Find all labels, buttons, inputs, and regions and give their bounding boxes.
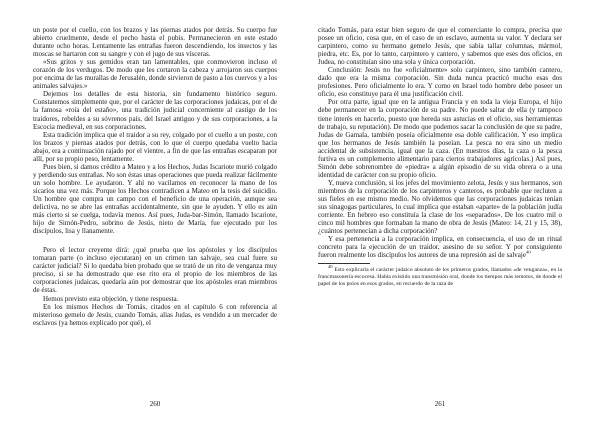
paragraph <box>318 66 562 98</box>
paragraph <box>33 131 277 163</box>
paragraph-text: Y, nueva conclusión, si los jefes del movimiento zelota, Jesús y sus hermanos, son miembros de la corporación de los carpinteros y canteros, es probable que recluten a sus fieles en ese mismo medio. No olvidemos que las corporaciones judaicas tenían sus sinagogas particulares, lo cual implica que estaban «aparte» de la población judía corriente. En hebreo eso constituía la clase de los «separados». De los cuatro mil o cinco mil hombres que formaban la mano de obra de Jesús (Mateo: 14, 21 y 15, 38), ¿cuántos pertenecían a dicha corporación? <box>318 178 562 236</box>
paragraph <box>318 98 562 178</box>
right-page-number: 261 <box>434 400 446 408</box>
paragraph <box>33 246 277 294</box>
paragraph-text: Dejemos los detalles de esta historia, sin fundamento histórico seguro. Constatemos simplemente que, por el carácter de las corporaciones judaicas, por el de la famosa «roía del estaño», una tradición judicial concerniente al castigo de los traidores, rebeldes a su sóvrenos país, del Israel antiguo y de sus corporaciones, a la Escocia medieval, en sus corporaciones. <box>33 90 277 131</box>
paragraph <box>33 90 277 130</box>
paragraph <box>318 26 562 66</box>
paragraph-text: Esta tradición implica que el traidor a su rey, colgado por el cuello a un poste, con los brazos y piernas atados por detrás, con lo que el cuerpo quedaba vuelto hacia abajo, era a continuación rajado por el vientre, a fin de que las entrañas escaparan por allí, por su propio peso, lentamente. <box>33 130 277 163</box>
paragraph <box>318 179 562 235</box>
paragraph-text: En los mismos Hechos de Tomás, citados en el capítulo 6 con referencia al misterioso gemelo de Jesús, cuando Tomás, alias Judas, es vendido a un mercader de esclavos (ya hemos explicado por qué), el <box>33 302 277 327</box>
paragraph-text: Pues bien, si damos crédito a Mateo y a los Hechos, Judas Iscariote murió colgado y perdiendo sus entrañas. No son éstas unas operaciones que pueda realizar fácilmente un solo hombre. Le ayudaron. Y ahí no vacilamos en reconocer la mano de los sicarios una vez más. Porque los Hechos contradicen a Mateo en la tesis del suicidio. Un hombre que compra un campo con el beneficio de una operación, aunque sea delictiva, no se abre las entrañas accidentalmente, sin que le ayuden. Y ello es aún más cierto si se cuelga, todavía menos. Así pues, Juda-bar-Simón, llamado Iscariote, hijo de Simón-Pedro, sobrino de Jesús, nieto de María, fue ejecutado por los discípulos, lisa y llanamente. <box>33 162 277 236</box>
paragraph <box>33 303 277 327</box>
paragraph-text: Pero el lector creyente dirá: ¿qué prueba que los apóstoles y los discípulos tomaran parte (o incluso ejecutaran) en un crimen tan salvaje, sea cual fuere su carácter judicial? Si lo quedaba bien probado que se trató de un rito de venganza muy preciso, si se ha demostrado que ese rito era el propio de los miembros de las corporaciones judaicas, quedaría aún por demostrar que los apóstoles eran miembros de éstas. <box>33 246 277 295</box>
left-page <box>33 26 277 327</box>
section-break <box>33 235 277 246</box>
paragraph-text: Conclusión: Jesús no fue «oficialmente» solo carpintero, sino también cantero, dado que era la misma corporación. Sin duda nunca practicó mucho esas dos profesiones. Pero oficialmente lo era. Y como en Israel todo hombre debe poseer un oficio, eso constituye para él una justificación civil. <box>318 66 562 99</box>
paragraph-text: Hemos previsto esta objeción, y tiene respuesta. <box>43 294 179 303</box>
paragraph-text: Y esa pertenencia a la corporación implica, en consecuencia, el uso de un ritual concreto para la ejecución de un traidor, asesino de su señor. Y por consiguiente fueron realmente los discípulos los autores de una represión así de salvaje <box>318 235 562 260</box>
paragraph-text: un poste por el cuello, con los brazos y las piernas atados por detrás. Su cuerpo fue abierto cruelmente, desde el pecho hasta el pubis. Permanecieron en este estado durante ocho horas. Lentamente las entrañas fueron descendiendo, los insectos y las moscas se hartaron con su sangre y con el jugo de sus vísceras. <box>33 26 277 59</box>
footnote <box>318 264 562 287</box>
paragraph <box>33 58 277 90</box>
paragraph-text: «Sus gritos y sus gemidos eran tan lamentables, que conmovieron incluso el corazón de los verdugos. De modo que les cortaron la cabeza y arrojaron sus cuerpos por encima de las murallas de Jerusalén, donde sirvieron de pasto a los cuervos y a los animales salvajes.» <box>33 58 277 91</box>
paragraph <box>33 163 277 235</box>
right-page <box>318 26 562 287</box>
footnote-text: Esto explicaría el carácter judaico absoluto de los primeros grados, llamados «de venganza», en la francmasonería escocesa. Había existido una transmisión oral, donde los tiempos más remotos, de donde el papel de los polos en esos grados, en recuerdo de la raza de <box>318 267 562 287</box>
paragraph-text: Por otra parte, igual que en la antigua Francia y en toda la vieja Europa, el hijo debe permanecer en la corporación de su padre. No puede saltar de ella (y tampoco tiene interés en hacerlo, puesto que hereda sus astucias en el oficio, sus herramientas de trabajo, su reputación). De modo que podemos sacar la conclusión de que su padre, Judas de Gamala, también poseía oficialmente esa doble calificación. Y eso implica que los hermanos de Jesús también la poseían. La pesca no era sino un medio accidental de subsistencia, igual que la caza. (En nuestros días, la caza o la pesca furtiva es un complemento alimentario para ciertos trabajadores agrícolas.) Así pues, Simón debe sobrenombre de «piedra» a algún episodio de su vida obrera o a una identidad de carácter con su propio oficio. <box>318 98 562 179</box>
paragraph-text: citado Tomás, para estar bien seguro de que el comerciante lo compra, precisa que posee un oficio, cosa que, en el caso de un esclavo, aumenta su valor. Y declara ser carpintero, como su hermano gemelo Jesús, que sabía tallar columnas, mármol, piedra, etc. Es, por lo tanto, carpintero y cantero, y sabemos que eses dos oficios, en Judea, no constituían sino una sola y única corporación. <box>318 26 562 67</box>
paragraph <box>33 295 277 303</box>
footnote-rule <box>318 263 370 264</box>
paragraph <box>33 26 277 58</box>
footnote-marker: 40 <box>526 249 531 255</box>
left-page-number: 260 <box>149 400 161 408</box>
paragraph <box>318 235 562 259</box>
footnote-number: 40 <box>328 264 333 270</box>
